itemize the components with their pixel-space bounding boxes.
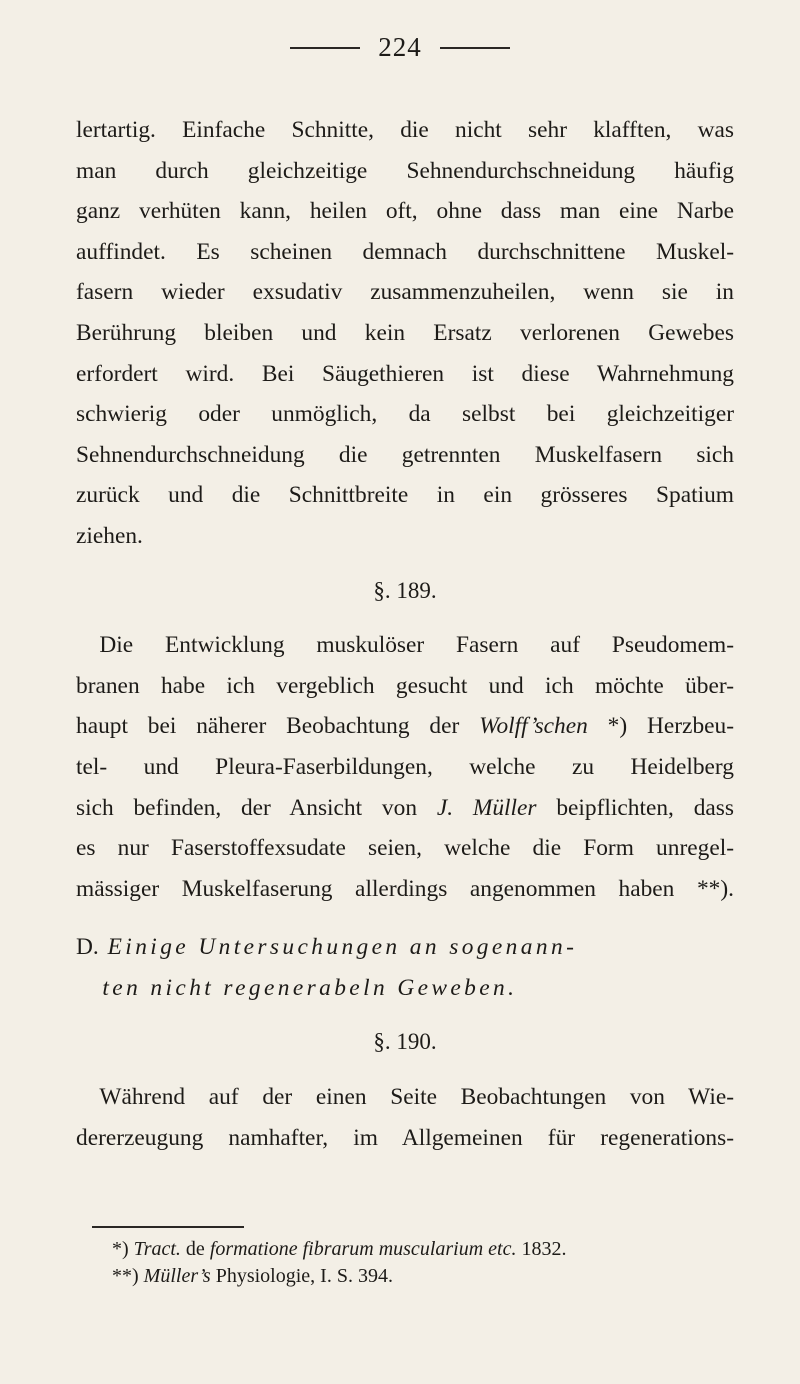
section-d-heading (76, 927, 734, 1008)
text-line: ganz verhüten kann, heilen oft, ohne dass man eine Narbe (76, 198, 734, 225)
footnote-1 (92, 1236, 732, 1263)
text-line: dererzeugung namhafter, im Allgemeinen für regenerations- (76, 1124, 734, 1151)
footnote-title: formatione fibrarum muscularium etc. (209, 1238, 517, 1260)
text-line: ziehen. (76, 522, 143, 549)
section-189-heading: §. 189. (373, 577, 437, 603)
text-fragment: sich befinden, der Ansicht von (76, 794, 437, 821)
page-number: 224 (378, 32, 422, 62)
text-line: lertartig. Einfache Schnitte, die nicht sehr klafften, was (76, 117, 734, 143)
text-fragment: haupt bei näherer Beobachtung der (76, 713, 480, 740)
text-line: Sehnendurchschneidung die getrennten Muskelfasern sich (76, 441, 734, 468)
text-line: zurück und die Schnittbreite in ein grösseres Spatium (76, 482, 734, 509)
text-line: auffindet. Es scheinen demnach durchschnittene Muskel- (76, 238, 734, 265)
author-name-wolff: Wolff’schen (479, 713, 588, 740)
text-line (76, 795, 734, 821)
text-line: erfordert wird. Bei Säugethieren ist diese Wahrnehmung (76, 360, 734, 387)
footnotes (92, 1236, 732, 1290)
text-line: Berührung bleiben und kein Ersatz verlorenen Gewebes (76, 319, 734, 346)
footnote-text: Tract. (133, 1238, 181, 1260)
text-line (76, 713, 734, 739)
text-line: man durch gleichzeitige Sehnendurchschneidung häufig (76, 157, 734, 184)
text-line: fasern wieder exsudativ zusammenzuheilen, wenn sie in (76, 279, 734, 306)
text-fragment: *) Herzbeu- (587, 713, 735, 740)
text-line: tel- und Pleura-Faserbildungen, welche zu Heidelberg (76, 753, 734, 780)
heading-line: Einige Untersuchungen an sogenann- (107, 934, 578, 961)
header-rule-right (440, 47, 510, 49)
footnote-text: 1832. (516, 1238, 567, 1260)
header-rule-left (290, 47, 360, 49)
text-line: Während auf der einen Seite Beobachtungen von Wie- (99, 1084, 734, 1111)
text-line: mässiger Muskelfaserung allerdings angenommen haben **). (76, 875, 734, 902)
footnote-marker: *) (112, 1238, 134, 1260)
paragraph-2 (76, 625, 734, 909)
footnote-marker: **) (112, 1265, 144, 1287)
paragraph-3 (76, 1077, 734, 1158)
heading-line: ten nicht regenerabeln Geweben. (102, 974, 518, 1001)
text-line: es nur Faserstoffexsudate seien, welche die Form unregel- (76, 835, 734, 862)
text-line: Die Entwicklung muskulöser Fasern auf Pseudomem- (99, 632, 734, 659)
footnote-text: Physiologie, I. S. 394. (210, 1265, 393, 1287)
text-fragment: beipflichten, dass (536, 794, 734, 821)
footnote-2 (92, 1263, 732, 1290)
paragraph-1 (76, 110, 734, 557)
footnote-author: Müller’s (143, 1265, 211, 1287)
text-line: branen habe ich vergeblich gesucht und ich möchte über- (76, 672, 734, 699)
page-header (0, 32, 800, 63)
text-line: schwierig oder unmöglich, da selbst bei gleichzeitiger (76, 401, 734, 428)
section-190-heading: §. 190. (373, 1029, 437, 1055)
body-text (76, 110, 734, 1158)
section-letter: D. (76, 934, 99, 961)
footnote-text: de (180, 1238, 210, 1260)
author-name-mueller: J. Müller (436, 794, 537, 821)
footnote-rule (92, 1226, 244, 1228)
